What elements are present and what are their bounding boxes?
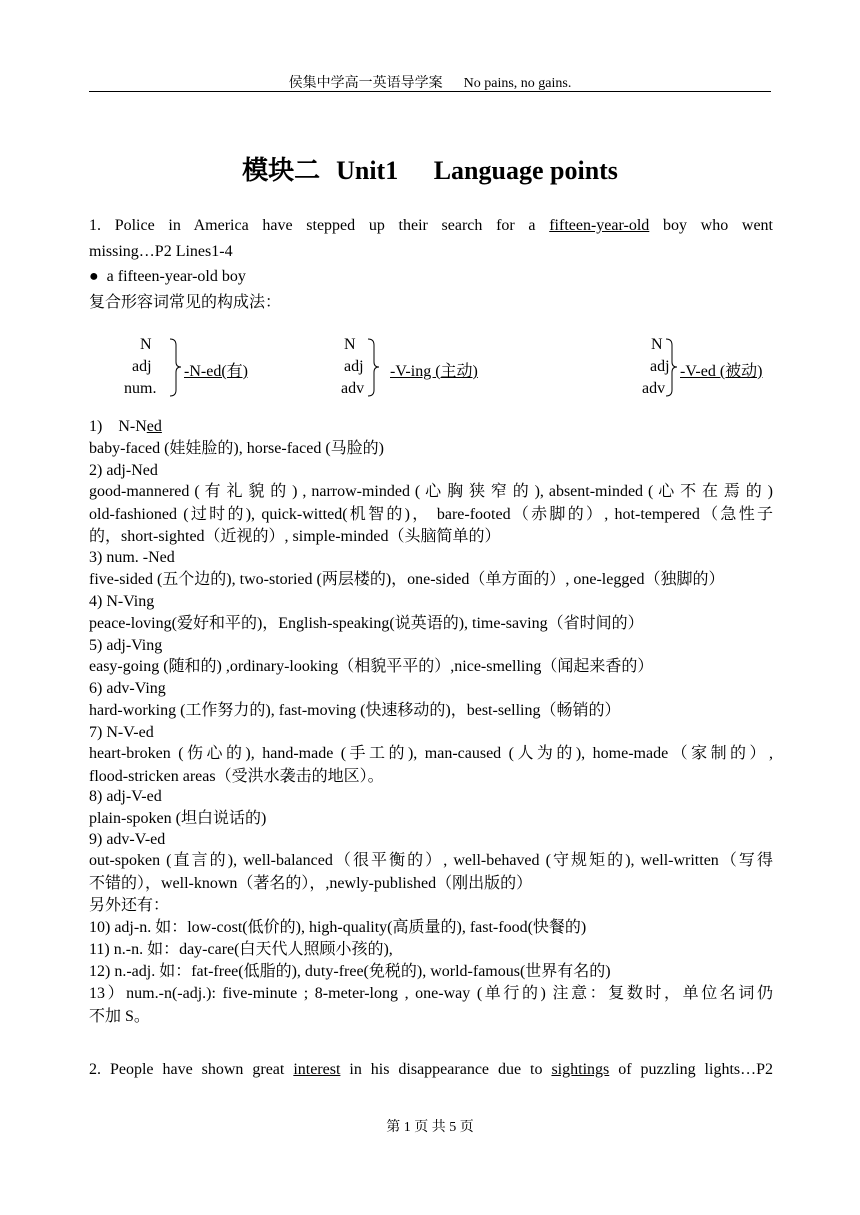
subhead-1: 1) N-Ned	[89, 418, 162, 435]
formula-1-result: -N-ed(有)	[184, 363, 248, 380]
item2-underlined: sightings	[551, 1061, 610, 1078]
subhead-2: 2) adj-Ned	[89, 462, 158, 479]
page-header	[89, 72, 771, 92]
examples-9a: out-spoken (直言的), well-balanced（很平衡的）, well-behaved (守规矩的), well-written（写得	[89, 852, 773, 869]
formula-3-left: adj	[650, 358, 670, 375]
item2-underlined: interest	[293, 1061, 341, 1078]
item1-intro: 复合形容词常见的构成法：	[89, 294, 282, 311]
examples-6: hard-working (工作努力的), fast-moving (快速移动的)，best-selling（畅销的）	[89, 702, 621, 719]
formula-3-result: -V-ed (被动)	[680, 363, 763, 380]
item2-line	[89, 1059, 773, 1081]
examples-1: baby-faced (娃娃脸的), horse-faced (马脸的)	[89, 440, 384, 457]
item2-text: in his disappearance due to	[349, 1061, 543, 1078]
subhead-9: 9) adv-V-ed	[89, 831, 166, 848]
brace-icon	[664, 338, 678, 398]
header-school: 侯集中学高一英语导学案	[288, 76, 443, 91]
examples-7a: heart-broken (伤心的), hand-made (手工的), man-caused (人为的), home-made（家制的）,	[89, 745, 773, 762]
subhead-3: 3) num. -Ned	[89, 549, 175, 566]
item1-text: 1. Police in America have stepped up their search for a	[89, 217, 536, 234]
examples-3: five-sided (五个边的), two-storied (两层楼的)，one-sided（单方面的）, one-legged（独脚的）	[89, 571, 725, 588]
example-text: a fifteen-year-old boy	[106, 268, 246, 285]
formula-2-left: adv	[341, 380, 365, 397]
examples-4: peace-loving(爱好和平的)，English-speaking(说英语的), time-saving（省时间的）	[89, 615, 644, 632]
page-footer: 第 1 页 共 5 页	[386, 1120, 474, 1135]
examples-9b: 不错的），well-known（著名的），,newly-published（刚出版的）	[89, 875, 533, 892]
subhead-4: 4) N-Ving	[89, 593, 155, 610]
item1-example	[89, 266, 773, 288]
extra-heading: 另外还有：	[89, 897, 170, 914]
item1-line1	[89, 215, 773, 237]
item1-underlined: fifteen-year-old	[549, 217, 650, 234]
formula-2-result: -V-ing (主动)	[390, 363, 478, 380]
formula-3-left: N	[651, 336, 663, 353]
title-module: 模块二	[242, 156, 321, 185]
formula-1-left: adj	[132, 358, 152, 375]
extra-11: 11) n.-n. 如：day-care(白天代人照顾小孩的),	[89, 941, 393, 958]
formula-1-left: num.	[124, 380, 157, 397]
examples-7b: flood-stricken areas（受洪水袭击的地区）。	[89, 768, 384, 785]
formula-2-left: N	[344, 336, 356, 353]
examples-5: easy-going (随和的) ,ordinary-looking（相貌平平的）,nice-smelling（闻起来香的）	[89, 658, 654, 675]
examples-2a: good-mannered ( 有 礼 貌 的 ) , narrow-minded ( 心 胸 狭 窄 的 ), absent-minded ( 心 不 在 焉 的 )	[89, 483, 773, 500]
bullet-icon: ●	[89, 268, 99, 285]
subhead-6: 6) adv-Ving	[89, 680, 166, 697]
brace-icon	[366, 338, 380, 398]
extra-13b: 不加 S。	[89, 1008, 150, 1025]
item1-text-end: boy who went	[662, 217, 773, 234]
header-rule	[89, 91, 771, 92]
formula-3-left: adv	[642, 380, 666, 397]
examples-8: plain-spoken (坦白说话的)	[89, 810, 267, 827]
item1-line2: missing…P2 Lines1-4	[89, 243, 233, 260]
item2-text: 2. People have shown great	[89, 1061, 285, 1078]
formula-1-left: N	[140, 336, 152, 353]
subhead-5: 5) adj-Ving	[89, 637, 163, 654]
title-unit: Unit1	[336, 156, 399, 185]
title-topic: Language points	[433, 156, 618, 185]
subhead-7: 7) N-V-ed	[89, 724, 154, 741]
item2-text-end: of puzzling lights…P2	[618, 1061, 774, 1078]
examples-2c: 的，short-sighted（近视的）, simple-minded（头脑简单的）	[89, 528, 501, 545]
examples-2b: old-fashioned (过时的), quick-witted(机智的)， bare-footed（赤脚的）, hot-tempered（急性子	[89, 506, 773, 523]
subhead-8: 8) adj-V-ed	[89, 788, 162, 805]
page-title	[0, 150, 860, 187]
extra-13a: 13）num.-n(-adj.): five-minute ; 8-meter-long , one-way (单行的) 注意：复数时，单位名词仍	[89, 985, 773, 1002]
header-motto: No pains, no gains.	[463, 76, 572, 91]
formula-2-left: adj	[344, 358, 364, 375]
extra-12: 12) n.-adj. 如：fat-free(低脂的), duty-free(免税的), world-famous(世界有名的)	[89, 963, 611, 980]
brace-icon	[168, 338, 182, 398]
extra-10: 10) adj-n. 如：low-cost(低价的), high-quality(高质量的), fast-food(快餐的)	[89, 919, 587, 936]
